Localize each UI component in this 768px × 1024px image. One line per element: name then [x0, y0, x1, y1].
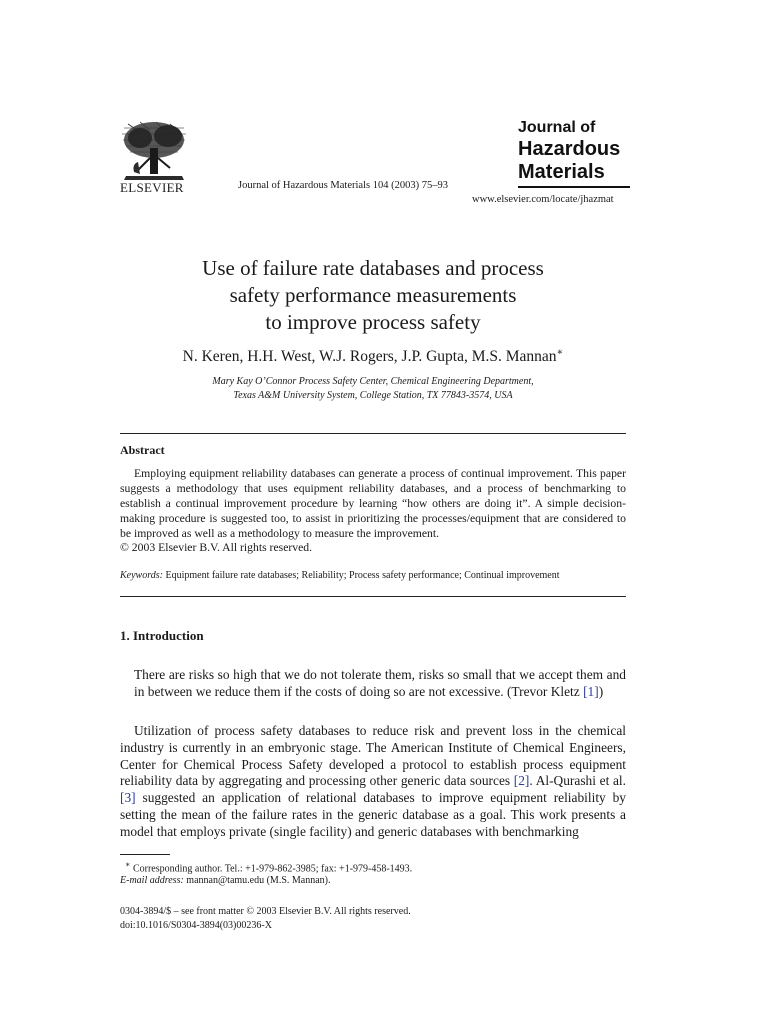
affiliation [0, 375, 746, 403]
intro-paragraph [120, 723, 626, 841]
epigraph-quote [134, 666, 626, 700]
corresponding-author-mark[interactable]: ∗ [556, 347, 564, 358]
elsevier-tree-logo [120, 118, 188, 182]
title-line: to improve process safety [265, 310, 481, 334]
abstract-text: Employing equipment reliability databases can generate a process of continual improvement. This paper suggests a methodology that uses equipment reliability databases, and a process of benchmarking to establish a continual improvement procedure by learning “how others are doing it”. A simple decision-making procedure is suggested too, to assist in prioritizing the processes/equipment that are considered to be improved as well as a methodology to measure the improvement. [120, 467, 626, 540]
author-list [0, 347, 746, 366]
citation-link[interactable]: [1] [583, 684, 599, 699]
footnote-rule [120, 854, 170, 855]
email-address[interactable]: mannan@tamu.edu (M.S. Mannan). [186, 875, 331, 886]
title-line: safety performance measurements [229, 283, 517, 307]
journal-citation: Journal of Hazardous Materials 104 (2003) 75–93 [238, 180, 448, 191]
keywords [120, 570, 560, 581]
email-label: E-mail address: [120, 875, 184, 886]
article-title [0, 255, 746, 336]
quote-text: There are risks so high that we do not tolerate them, risks so small that we accept them and in between we reduce them if the costs of doing so are not excessive. (Trevor Kletz [134, 667, 626, 699]
paragraph-text: suggested an application of relational databases to improve equipment reliability by setting the mean of the failure rates in the generic database as a goal. This work presents a model that employs private (single facility) and generic databases with benchmarking [120, 790, 626, 839]
keywords-text: Equipment failure rate databases; Reliability; Process safety performance; Continual improvement [165, 570, 560, 581]
journal-logo-line: Hazardous [518, 138, 621, 160]
paragraph-text: . Al-Qurashi et al. [529, 773, 626, 789]
quote-close: ) [598, 684, 604, 699]
keywords-label: Keywords: [120, 570, 163, 581]
authors-text: N. Keren, H.H. West, W.J. Rogers, J.P. Gupta, M.S. Mannan [182, 348, 557, 366]
journal-logo [518, 120, 630, 188]
abstract-body [120, 466, 626, 541]
affiliation-line: Mary Kay O’Connor Process Safety Center, Chemical Engineering Department, [212, 376, 534, 387]
abstract-top-rule [120, 433, 626, 434]
section-heading: 1. Introduction [120, 628, 204, 643]
journal-logo-line: Journal of [518, 119, 596, 136]
abstract-bottom-rule [120, 596, 626, 597]
title-line: Use of failure rate databases and process [202, 256, 544, 280]
citation-link[interactable]: [2] [513, 773, 530, 789]
footnote-corresponding [120, 860, 412, 874]
journal-url[interactable]: www.elsevier.com/locate/jhazmat [472, 194, 614, 205]
publisher-name: ELSEVIER [120, 180, 184, 195]
doi-line[interactable]: doi:10.1016/S0304-3894(03)00236-X [120, 920, 272, 931]
journal-logo-line: Materials [518, 161, 605, 183]
footnote-text: Corresponding author. Tel.: +1-979-862-3985; fax: +1-979-458-1493. [132, 863, 413, 875]
citation-link[interactable]: [3] [120, 790, 136, 806]
abstract-heading: Abstract [120, 443, 165, 457]
footnote-email [120, 875, 330, 886]
issn-line: 0304-3894/$ – see front matter © 2003 Elsevier B.V. All rights reserved. [120, 906, 411, 917]
affiliation-line: Texas A&M University System, College Station, TX 77843-3574, USA [233, 390, 513, 401]
journal-logo-rule [518, 186, 630, 188]
paragraph-text: Utilization of process safety databases to reduce risk and prevent loss in the chemical industry is currently in an embryonic stage. The American Institute of Chemical Engineers, Center for Chemical Process Safety developed a protocol to establish process equipment reliability data by aggregating and processing other generic data sources [120, 723, 626, 789]
abstract-copyright: © 2003 Elsevier B.V. All rights reserved. [120, 541, 313, 554]
footnote-mark: ∗ [125, 860, 131, 869]
